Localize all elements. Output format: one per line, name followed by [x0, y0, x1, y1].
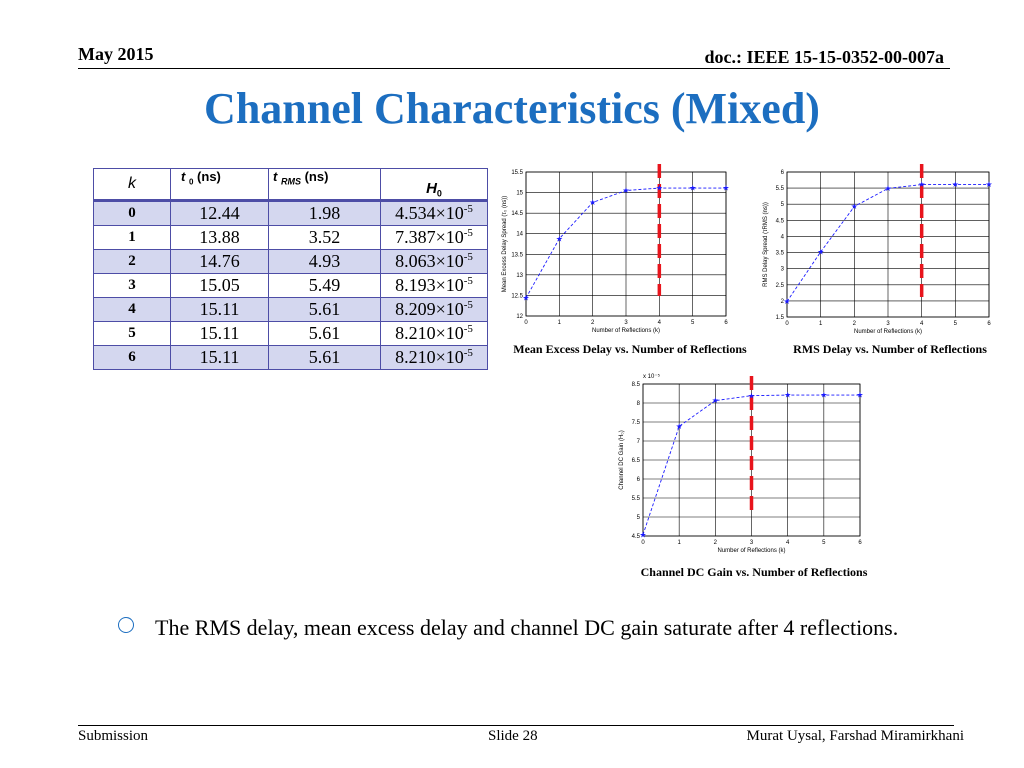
y-axis-label: RMS Delay Spread (τRMS (ns)) — [763, 202, 769, 287]
data-point-marker: ★ — [747, 391, 756, 401]
y-tick-label: 5.5 — [631, 496, 640, 502]
table-row: 5 15.11 5.61 $8.210\times 10^{-5}$ — [94, 322, 488, 346]
y-tick-label: 13.5 — [511, 252, 523, 259]
y-tick-label: 12 — [516, 314, 523, 320]
y-tick-label: 4 — [780, 234, 784, 241]
y-tick-label: 12.5 — [511, 293, 523, 300]
header-divider — [78, 68, 950, 69]
x-tick-label: 6 — [724, 320, 728, 326]
header-trms: t $_{RMS}$ (ns) — [269, 169, 381, 201]
footer-divider — [78, 725, 954, 726]
footer-submission: Submission — [78, 728, 149, 744]
x-tick-label: 0 — [785, 321, 789, 327]
data-point-marker: ★ — [555, 234, 563, 244]
y-tick-label: 5.5 — [775, 186, 784, 193]
data-point-marker: ★ — [985, 180, 993, 190]
y-tick-label: 6 — [636, 477, 640, 483]
data-point-marker: ★ — [783, 297, 791, 307]
header-h0: $H_0$ — [381, 169, 488, 201]
x-tick-label: 5 — [690, 320, 695, 326]
y-axis-label: Mean Excess Delay Spread (τ₀ (ns)) — [502, 195, 508, 293]
y-axis-label: Channel DC Gain (H₀) — [619, 430, 625, 490]
y-tick-label: 3 — [780, 266, 784, 273]
chart-mean-excess-delay — [490, 162, 740, 340]
x-tick-label: 5 — [953, 321, 958, 327]
results-table — [93, 168, 488, 370]
data-point-marker: ★ — [589, 198, 597, 208]
x-tick-label: 2 — [852, 321, 857, 327]
data-point-marker: ★ — [918, 180, 926, 190]
y-tick-label: 13 — [516, 272, 523, 279]
x-tick-label: 2 — [713, 540, 718, 546]
caption-rms-delay: RMS Delay vs. Number of Reflections — [793, 342, 987, 356]
x-tick-label: 3 — [749, 540, 754, 546]
caption-mean-excess-delay: Mean Excess Delay vs. Number of Reflections — [513, 342, 747, 356]
x-tick-label: 4 — [919, 321, 924, 327]
x-tick-label: 4 — [657, 320, 662, 326]
y-tick-label: 15 — [516, 190, 523, 197]
data-point-marker: ★ — [856, 390, 864, 400]
y-tick-label: 5 — [636, 515, 640, 521]
y-tick-label: 3.5 — [775, 250, 784, 257]
chart-rms-delay — [757, 162, 999, 340]
x-tick-label: 2 — [590, 320, 595, 326]
slide-title: Channel Characteristics (Mixed) — [204, 84, 820, 133]
y-tick-label: 7 — [636, 439, 640, 445]
header-date: May 2015 — [78, 44, 154, 64]
data-point-marker: ★ — [884, 184, 892, 194]
y-tick-label: 8.5 — [631, 382, 640, 388]
data-point-marker: ★ — [522, 293, 530, 303]
y-tick-label: 15.5 — [511, 170, 523, 176]
y-tick-label: 5 — [780, 202, 784, 209]
data-point-marker: ★ — [820, 390, 828, 400]
x-tick-label: 1 — [818, 321, 823, 327]
x-tick-label: 1 — [557, 320, 562, 326]
y-multiplier-label: x 10⁻⁵ — [643, 374, 660, 380]
data-point-marker: ★ — [850, 202, 858, 212]
bullet-circle-icon — [118, 617, 134, 633]
y-tick-label: 14 — [516, 231, 523, 238]
footer-slide-number: Slide 28 — [488, 728, 538, 744]
y-tick-label: 14.5 — [511, 211, 523, 218]
x-axis-label: Number of Reflections (k) — [853, 329, 923, 335]
y-tick-label: 7.5 — [631, 420, 640, 426]
x-tick-label: 3 — [624, 320, 628, 326]
data-point-marker: ★ — [817, 247, 825, 257]
header-t0: t $_0$ (ns) — [171, 169, 269, 201]
y-tick-label: 4.5 — [631, 534, 640, 540]
x-tick-label: 4 — [785, 540, 790, 546]
x-tick-label: 0 — [524, 320, 528, 326]
x-tick-label: 6 — [987, 321, 991, 327]
chart-dc-gain — [612, 368, 872, 560]
data-point-marker: ★ — [655, 183, 663, 193]
caption-dc-gain: Channel DC Gain vs. Number of Reflections — [640, 565, 868, 579]
table-header-row — [94, 169, 488, 201]
data-point-marker: ★ — [689, 183, 697, 193]
data-point-marker: ★ — [722, 183, 730, 193]
y-tick-label: 2.5 — [775, 282, 784, 289]
data-point-marker: ★ — [675, 421, 683, 431]
y-tick-label: 6 — [780, 170, 784, 176]
x-tick-label: 1 — [677, 540, 681, 546]
header-doc-id: doc.: IEEE 15-15-0352-00-007a — [704, 47, 944, 67]
x-axis-label: Number of Reflections (k) — [591, 328, 661, 334]
table-row: 4 15.11 5.61 $8.209\times 10^{-5}$ — [94, 298, 488, 322]
table-row: 2 14.76 4.93 $8.063\times 10^{-5}$ — [94, 250, 488, 274]
y-tick-label: 6.5 — [631, 458, 640, 464]
y-tick-label: 2 — [780, 298, 784, 305]
y-tick-label: 8 — [636, 401, 640, 407]
header-k: k — [94, 169, 171, 201]
y-tick-label: 4.5 — [775, 218, 784, 225]
x-tick-label: 6 — [858, 540, 862, 546]
data-point-marker: ★ — [622, 186, 630, 196]
x-axis-label: Number of Reflections (k) — [717, 548, 786, 554]
footer-authors: Murat Uysal, Farshad Miramirkhani — [746, 728, 964, 744]
data-point-marker: ★ — [639, 530, 647, 540]
data-point-marker: ★ — [784, 390, 792, 400]
x-tick-label: 3 — [886, 321, 890, 327]
x-tick-label: 5 — [822, 540, 826, 546]
table-row: 1 13.88 3.52 $7.387\times 10^{-5}$ — [94, 226, 488, 250]
table-row: 0 12.44 1.98 $4.534\times 10^{-5}$ — [94, 201, 488, 226]
table-row: 6 15.11 5.61 $8.210\times 10^{-5}$ — [94, 346, 488, 370]
data-point-marker: ★ — [711, 396, 719, 406]
y-tick-label: 1.5 — [775, 315, 784, 321]
table-row: 3 15.05 5.49 $8.193\times 10^{-5}$ — [94, 274, 488, 298]
data-point-marker: ★ — [951, 180, 959, 190]
bullet-text: The RMS delay, mean excess delay and channel DC gain saturate after 4 reflections. — [155, 615, 899, 640]
x-tick-label: 0 — [641, 540, 645, 546]
